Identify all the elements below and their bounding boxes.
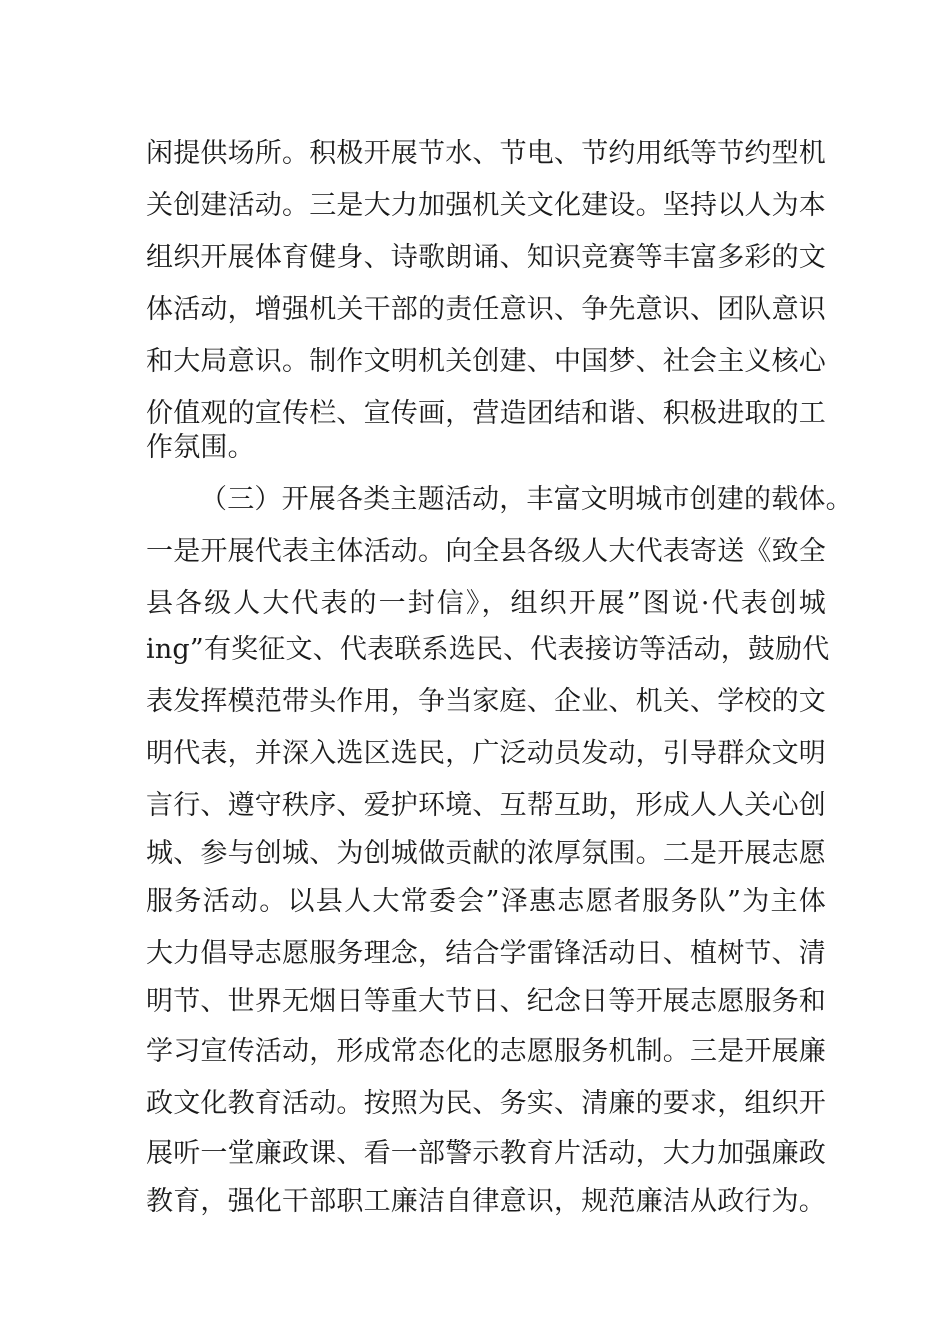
text-line: 一是开展代表主体活动。向全县各级人大代表寄送《致全 [146, 536, 826, 567]
text-line: 关创建活动。三是大力加强机关文化建设。坚持以人为本 [146, 190, 826, 221]
text-line: 表发挥模范带头作用，争当家庭、企业、机关、学校的文 [146, 686, 826, 717]
text-line: 县各级人大代表的一封信》，组织开展”图说·代表创城 [146, 588, 826, 619]
text-line: 明代表，并深入选区选民，广泛动员发动，引导群众文明 [146, 738, 826, 769]
text-line: ing”有奖征文、代表联系选民、代表接访等活动，鼓励代 [146, 634, 830, 665]
text-line: 作氛围。 [146, 432, 255, 463]
text-line: 服务活动。以县人大常委会”泽惠志愿者服务队”为主体 [146, 886, 826, 917]
text-line: 言行、遵守秩序、爱护环境、互帮互助，形成人人关心创 [146, 790, 826, 821]
text-line: 价值观的宣传栏、宣传画，营造团结和谐、积极进取的工 [146, 398, 826, 429]
text-line: 学习宣传活动，形成常态化的志愿服务机制。三是开展廉 [146, 1036, 826, 1067]
text-line: 城、参与创城、为创城做贡献的浓厚氛围。二是开展志愿 [146, 838, 826, 869]
text-line: 教育，强化干部职工廉洁自律意识，规范廉洁从政行为。 [146, 1186, 826, 1217]
section-heading-line: （三）开展各类主题活动，丰富文明城市创建的载体。 [200, 484, 853, 515]
text-line: 和大局意识。制作文明机关创建、中国梦、社会主义核心 [146, 346, 826, 377]
text-line: 政文化教育活动。按照为民、务实、清廉的要求，组织开 [146, 1088, 826, 1119]
text-line: 明节、世界无烟日等重大节日、纪念日等开展志愿服务和 [146, 986, 826, 1017]
text-line: 体活动，增强机关干部的责任意识、争先意识、团队意识 [146, 294, 826, 325]
text-line: 大力倡导志愿服务理念，结合学雷锋活动日、植树节、清 [146, 938, 826, 969]
text-line: 组织开展体育健身、诗歌朗诵、知识竞赛等丰富多彩的文 [146, 242, 826, 273]
text-line: 展听一堂廉政课、看一部警示教育片活动，大力加强廉政 [146, 1138, 826, 1169]
text-line: 闲提供场所。积极开展节水、节电、节约用纸等节约型机 [146, 138, 826, 169]
